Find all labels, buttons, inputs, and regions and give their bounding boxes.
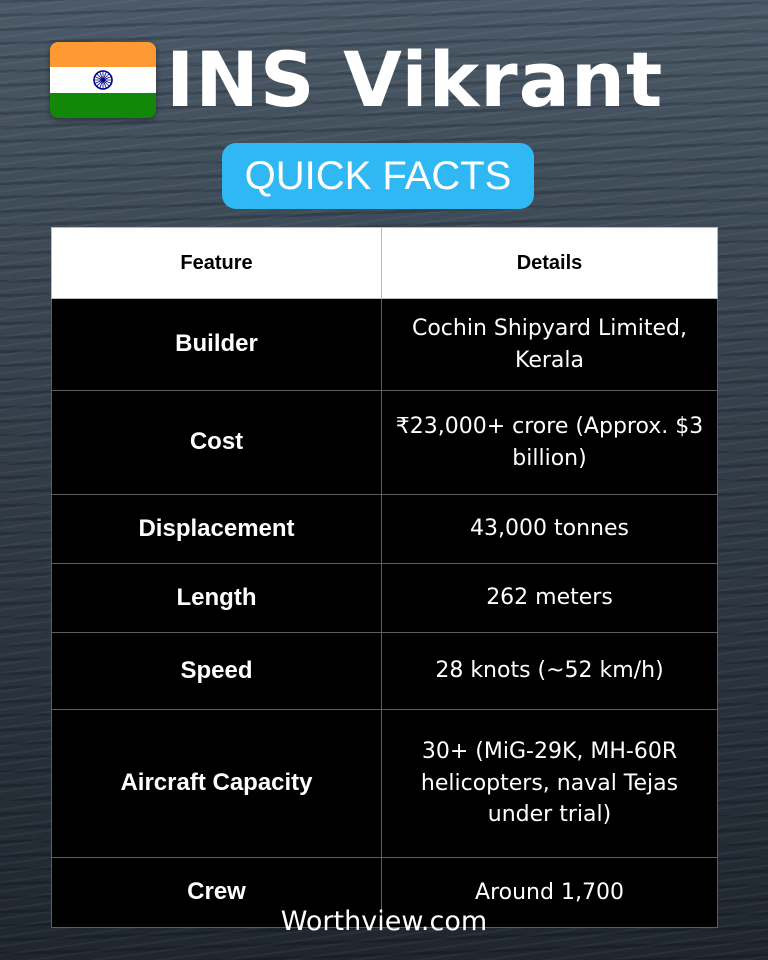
details-cell: ₹23,000+ crore (Approx. $3 billion): [382, 391, 718, 495]
table-row: [52, 391, 718, 495]
feature-cell: Crew: [52, 858, 382, 928]
page-title: INS Vikrant: [166, 35, 664, 124]
quick-facts-badge: QUICK FACTS: [222, 143, 534, 209]
feature-cell: Displacement: [52, 495, 382, 564]
table-header-row: [52, 228, 718, 299]
table-row: [52, 495, 718, 564]
feature-cell: Builder: [52, 299, 382, 391]
column-header-feature: Feature: [52, 228, 382, 299]
table-row: [52, 564, 718, 633]
details-cell: 43,000 tonnes: [382, 495, 718, 564]
table-row: [52, 299, 718, 391]
column-header-details: Details: [382, 228, 718, 299]
header: [50, 35, 664, 124]
feature-cell: Cost: [52, 391, 382, 495]
india-flag-icon: [50, 42, 156, 118]
table-row: [52, 710, 718, 858]
details-cell: Cochin Shipyard Limited, Kerala: [382, 299, 718, 391]
footer-watermark: Worthview.com: [280, 906, 488, 937]
details-cell: 28 knots (~52 km/h): [382, 633, 718, 710]
feature-cell: Speed: [52, 633, 382, 710]
details-cell: Around 1,700: [382, 858, 718, 928]
feature-cell: Aircraft Capacity: [52, 710, 382, 858]
ashoka-chakra-icon: [92, 69, 114, 91]
facts-table: [51, 227, 718, 928]
details-cell: 30+ (MiG-29K, MH-60R helicopters, naval Tejas under trial): [382, 710, 718, 858]
details-cell: 262 meters: [382, 564, 718, 633]
table-row: [52, 633, 718, 710]
feature-cell: Length: [52, 564, 382, 633]
